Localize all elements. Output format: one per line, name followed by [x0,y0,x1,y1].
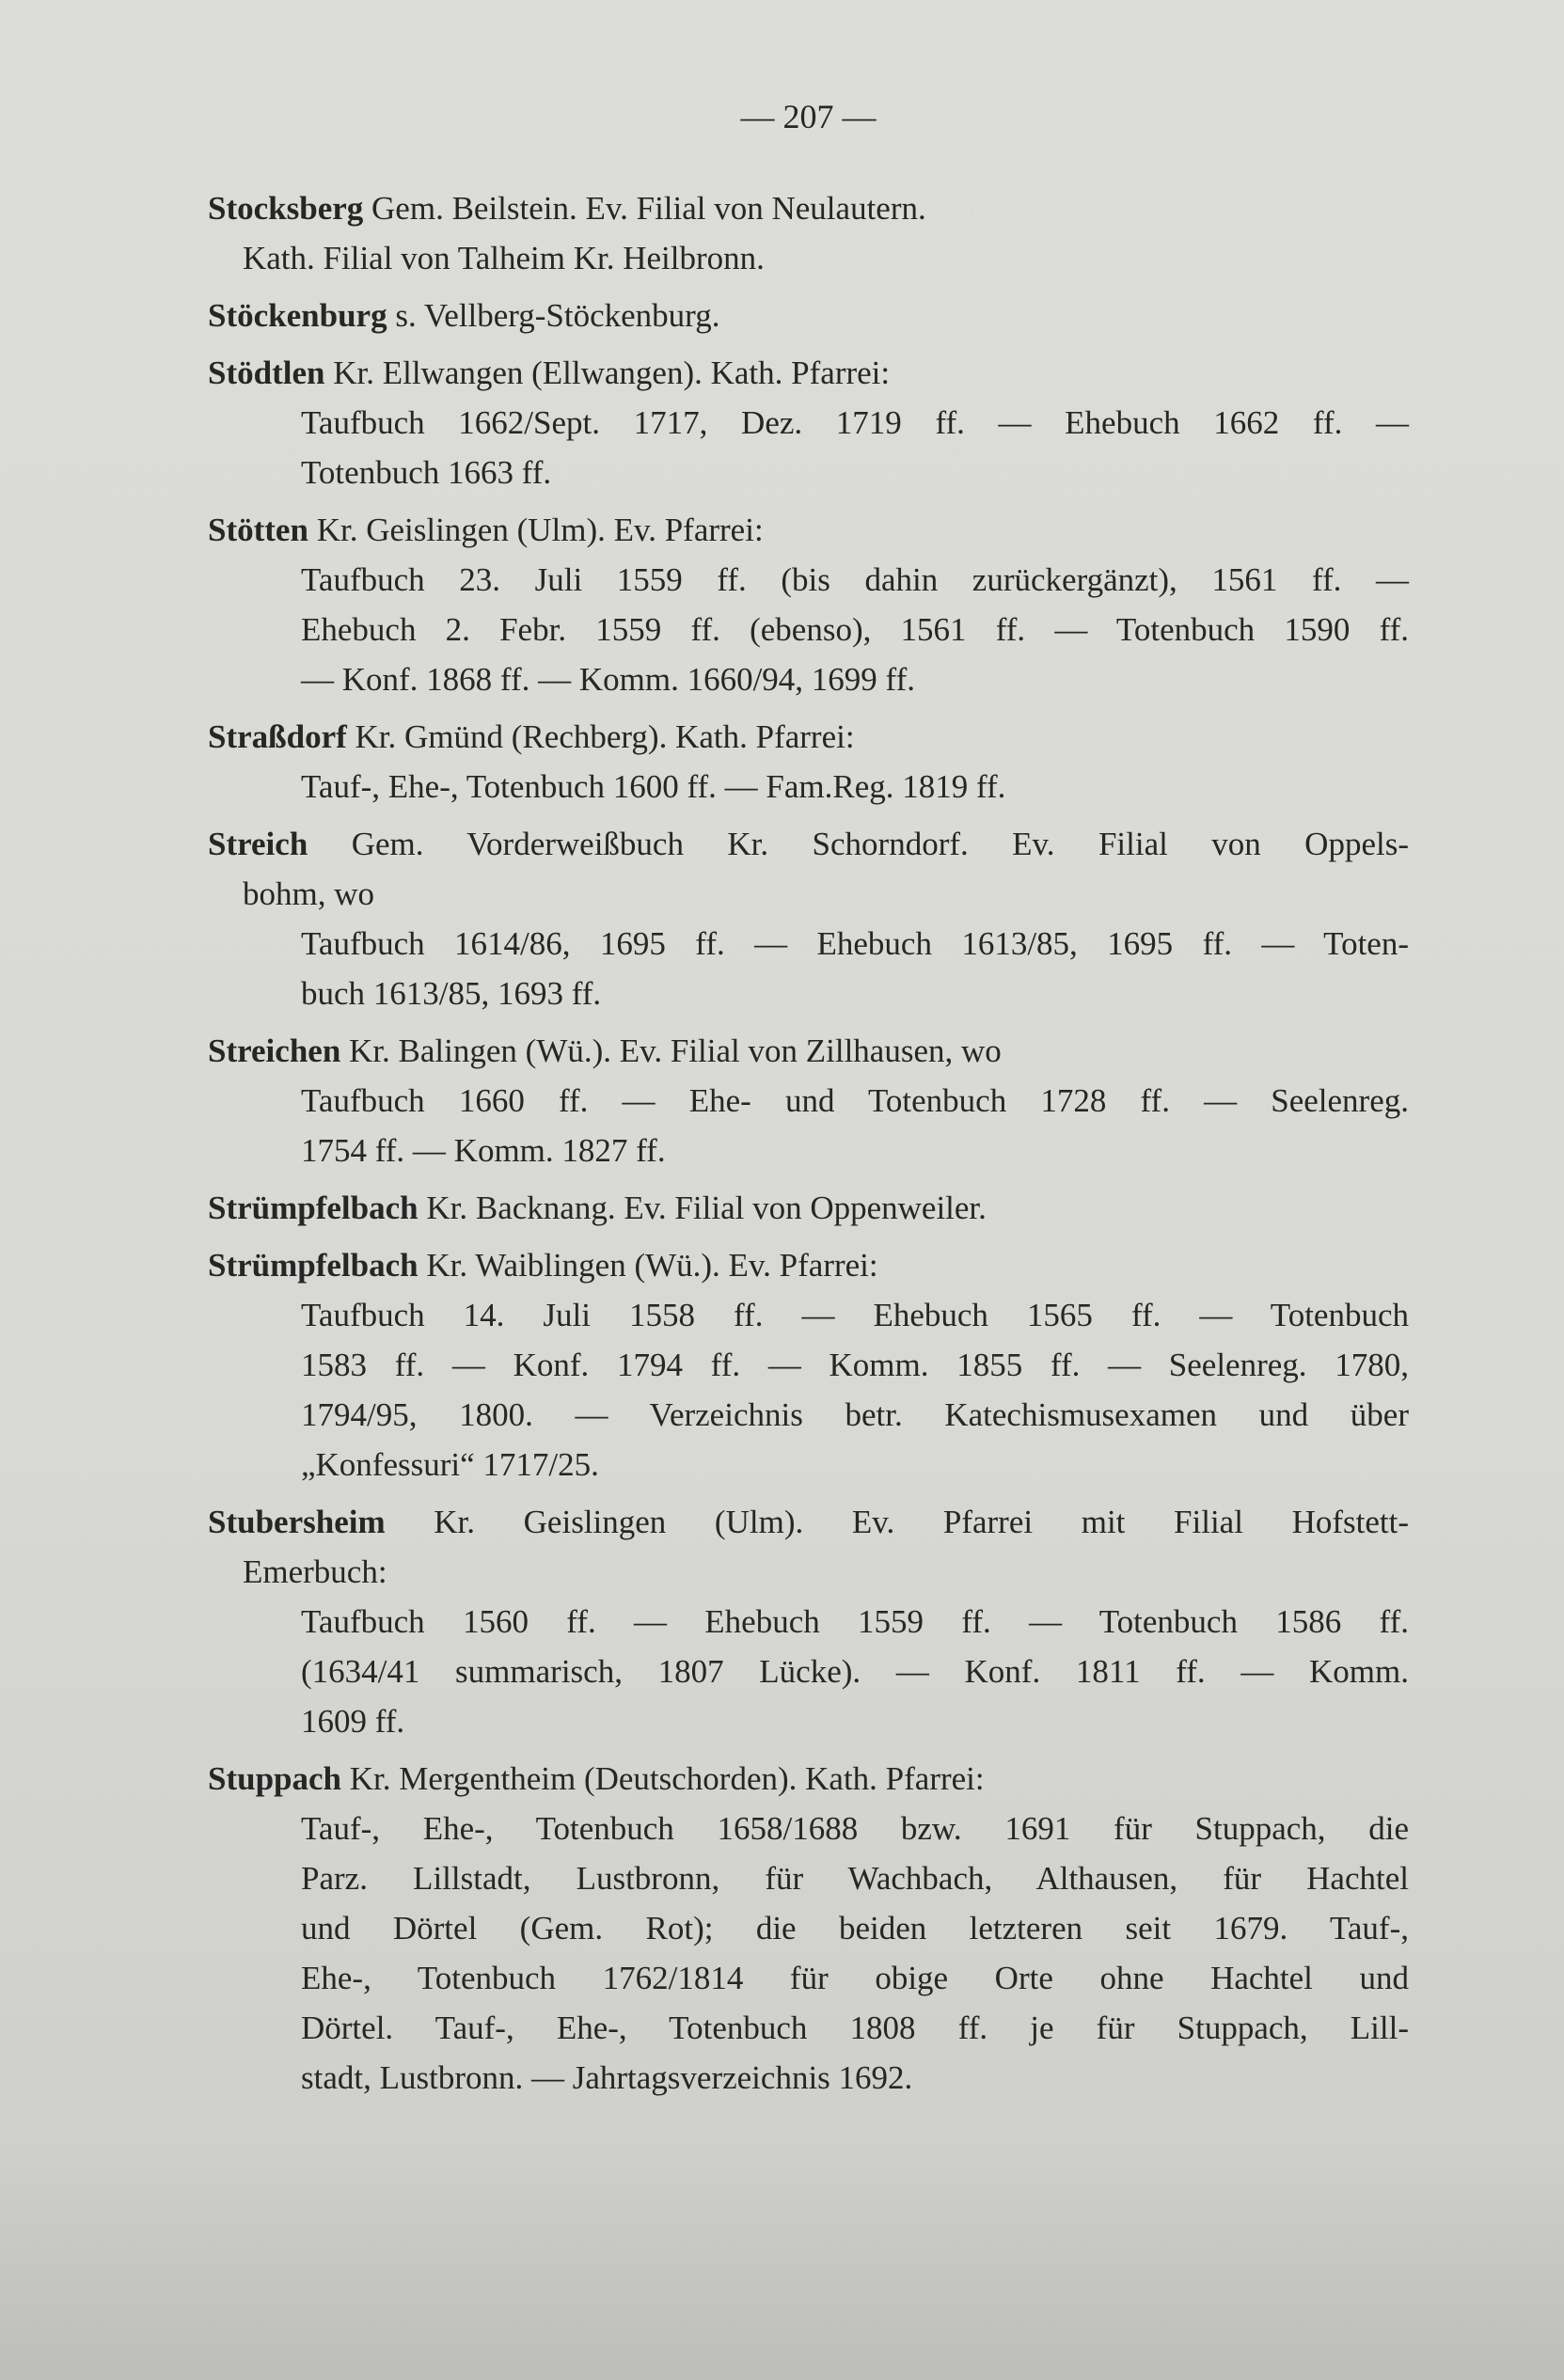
entry-stuppach [208,1754,1409,2103]
entry-heading: Streich [208,826,308,862]
entry-text: Taufbuch 1662/Sept. 1717, Dez. 1719 ff. — Ehebuch 1662 ff. — [301,404,1409,441]
entry-text: Kr. Gmünd (Rechberg). Kath. Pfarrei: [355,718,855,755]
entry-struempfelbach-backnang [208,1183,1409,1233]
entry-stoedtlen [208,348,1409,497]
entry-stubersheim [208,1497,1409,1746]
entry-text: Kr. Geislingen (Ulm). Ev. Pfarrei mit Filial Hofstett- [434,1504,1409,1540]
entry-heading: Stödtlen [208,355,325,391]
entry-text: Kath. Filial von Talheim Kr. Heilbronn. [243,240,765,276]
entry-text: bohm, wo [243,875,374,912]
entry-text: Taufbuch 14. Juli 1558 ff. — Ehebuch 1565 ff. — Totenbuch [301,1297,1409,1333]
entry-text: Tauf-, Ehe-, Totenbuch 1600 ff. — Fam.Reg. 1819 ff. [301,768,1006,805]
entry-text: Ehe-, Totenbuch 1762/1814 für obige Orte ohne Hachtel und [301,1960,1409,1996]
entry-text: 1609 ff. [301,1703,405,1740]
entry-text: stadt, Lustbronn. — Jahrtagsverzeichnis 1692. [301,2059,913,2096]
entry-text: und Dörtel (Gem. Rot); die beiden letzteren seit 1679. Tauf-, [301,1910,1409,1947]
entry-heading: Stöckenburg [208,297,387,334]
entry-text: Parz. Lillstadt, Lustbronn, für Wachbach, Althausen, für Hachtel [301,1860,1409,1897]
entry-text: Dörtel. Tauf-, Ehe-, Totenbuch 1808 ff. je für Stuppach, Lill- [301,2010,1409,2046]
entry-stocksberg [208,183,1409,283]
entry-stoetten [208,505,1409,704]
entry-text: Emerbuch: [243,1553,387,1590]
entry-text: „Konfessuri“ 1717/25. [301,1446,599,1483]
entry-text: Kr. Backnang. Ev. Filial von Oppenweiler. [426,1190,987,1226]
entry-text: Gem. Beilstein. Ev. Filial von Neulautern. [371,190,926,227]
entry-struempfelbach-waiblingen [208,1240,1409,1489]
entry-streichen [208,1026,1409,1175]
page-number: — 207 — [740,98,877,135]
entry-streich [208,819,1409,1018]
entry-heading: Straßdorf [208,718,347,755]
entry-text: Kr. Ellwangen (Ellwangen). Kath. Pfarrei: [333,355,891,391]
entry-heading: Stubersheim [208,1504,386,1540]
entry-text: Gem. Vorderweißbuch Kr. Schorndorf. Ev. Filial von Oppels- [351,826,1409,862]
entry-text: Taufbuch 23. Juli 1559 ff. (bis dahin zurückergänzt), 1561 ff. — [301,561,1409,598]
entry-heading: Streichen [208,1032,341,1069]
entry-heading: Stuppach [208,1760,342,1797]
entry-text: (1634/41 summarisch, 1807 Lücke). — Konf. 1811 ff. — Komm. [301,1653,1409,1690]
entry-text: Ehebuch 2. Febr. 1559 ff. (ebenso), 1561 ff. — Totenbuch 1590 ff. [301,611,1409,648]
entry-text: s. Vellberg-Stöckenburg. [395,297,720,334]
entry-text: 1794/95, 1800. — Verzeichnis betr. Katechismusexamen und über [301,1396,1409,1433]
entry-text: Taufbuch 1560 ff. — Ehebuch 1559 ff. — Totenbuch 1586 ff. [301,1603,1409,1640]
entry-text: Kr. Mergentheim (Deutschorden). Kath. Pfarrei: [349,1760,985,1797]
gazetteer-entries [208,183,1409,2103]
entry-text: 1754 ff. — Komm. 1827 ff. [301,1132,666,1169]
entry-heading: Stötten [208,512,308,548]
entry-strassdorf [208,712,1409,812]
entry-text: Totenbuch 1663 ff. [301,454,552,491]
entry-text: Taufbuch 1614/86, 1695 ff. — Ehebuch 1613/85, 1695 ff. — Toten- [301,925,1409,962]
entry-text: Kr. Waiblingen (Wü.). Ev. Pfarrei: [426,1247,878,1284]
entry-heading: Stocksberg [208,190,364,227]
entry-text: buch 1613/85, 1693 ff. [301,975,602,1012]
entry-text: Taufbuch 1660 ff. — Ehe- und Totenbuch 1728 ff. — Seelenreg. [301,1082,1409,1119]
entry-heading: Strümpfelbach [208,1190,419,1226]
entry-text: Tauf-, Ehe-, Totenbuch 1658/1688 bzw. 1691 für Stuppach, die [301,1810,1409,1847]
entry-heading: Strümpfelbach [208,1247,419,1284]
entry-text: Kr. Balingen (Wü.). Ev. Filial von Zillhausen, wo [349,1032,1002,1069]
entry-stoeckenburg [208,291,1409,340]
entry-text: Kr. Geislingen (Ulm). Ev. Pfarrei: [316,512,764,548]
entry-text: — Konf. 1868 ff. — Komm. 1660/94, 1699 ff. [301,661,915,698]
entry-text: 1583 ff. — Konf. 1794 ff. — Komm. 1855 ff. — Seelenreg. 1780, [301,1347,1409,1383]
